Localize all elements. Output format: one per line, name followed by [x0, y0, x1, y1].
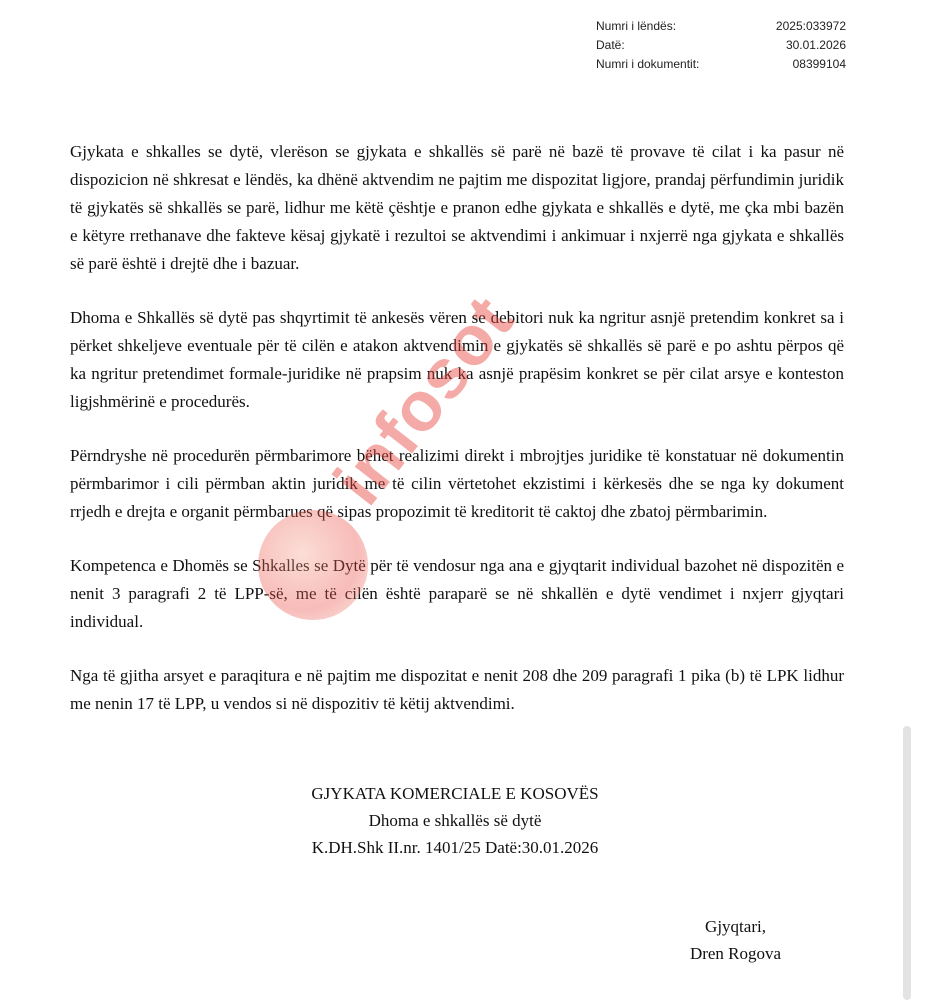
meta-value: 2025:033972 [775, 19, 846, 33]
paragraph: Nga të gjitha arsyet e paraqitura e në pajtim me dispozitat e nenit 208 dhe 209 paragrafi 1 pika (b) të LPK lidhur me nenin 17 të LPP, u vendos si në dispozitiv të këtij aktvendimi. [70, 666, 844, 713]
document-number-row [596, 55, 846, 74]
paragraph: Përndryshe në procedurën përmbarimore bëhet realizimi direkt i mbrojtjes juridike të konstatuar në dokumentin përmbarimor i cili përmban aktin juridik me të cilin vërtetohet ekzistimi i kërkesës dhe se nga ky dokument rrjedh e drejta e organit përmbarues që sipas propozimit të kreditorit të caktoj dhe zbatoj përmbarimin. [70, 446, 844, 521]
court-chamber: Dhoma e shkallës së dytë [368, 811, 542, 830]
document-body [70, 138, 844, 744]
paragraph: Kompetenca e Dhomës se Shkalles se Dytë për të vendosur nga ana e gjyqtarit individual bazohet në dispozitën e nenit 3 paragrafi 2 të LPP-së, me të cilën është paraparë se në shkallën e dytë vendimet i nxjerr gjyqtari individual. [70, 556, 844, 631]
scrollbar[interactable] [903, 726, 911, 1000]
date-row [596, 36, 846, 55]
court-name: GJYKATA KOMERCIALE E KOSOVËS [311, 784, 599, 803]
court-block [240, 780, 670, 861]
meta-label: Datë: [596, 38, 625, 52]
meta-label: Numri i dokumentit: [596, 57, 700, 71]
meta-value: 30.01.2026 [785, 38, 846, 52]
paragraph: Dhoma e Shkallës së dytë pas shqyrtimit të ankesës vëren se debitori nuk ka ngritur asnjë pretendim konkret sa i përket shkeljeve eventuale për të cilën e atakon aktvendimin e gjykatës së shkallës së parë e po ashtu përpos që ka ngritur pretendimet formale-juridike në prapsim nuk ka asnjë prapësim konkret se për cilat arsye e konteston ligjshmërinë e procedurës. [70, 308, 844, 411]
signature-block [678, 913, 793, 967]
case-reference: K.DH.Shk II.nr. 1401/25 Datë:30.01.2026 [311, 838, 599, 857]
case-number-row [596, 17, 846, 36]
judge-title: Gjyqtari, [705, 917, 766, 936]
document-metadata [596, 17, 846, 74]
meta-label: Numri i lëndës: [596, 19, 677, 33]
judge-name: Dren Rogova [689, 944, 782, 963]
watermark-text: infosot [318, 281, 529, 519]
meta-value: 08399104 [792, 57, 846, 71]
paragraph: Gjykata e shkalles se dytë, vlerëson se gjykata e shkallës së parë në bazë të provave të cilat i ka pasur në dispozicion në shkresat e lëndës, ka dhënë aktvendim ne pajtim me dispozitat ligjore, prandaj përfundimin juridik të gjykatës së shkallës se parë, lidhur me këtë çështje e pranon edhe gjykata e shkallës e dytë, me çka mbi bazën e këtyre rrethanave dhe fakteve kësaj gjykatë i rezultoi se aktvendimi i ankimuar i nxjerrë nga gjykata e shkallës së parë është i drejtë dhe i bazuar. [70, 142, 844, 273]
